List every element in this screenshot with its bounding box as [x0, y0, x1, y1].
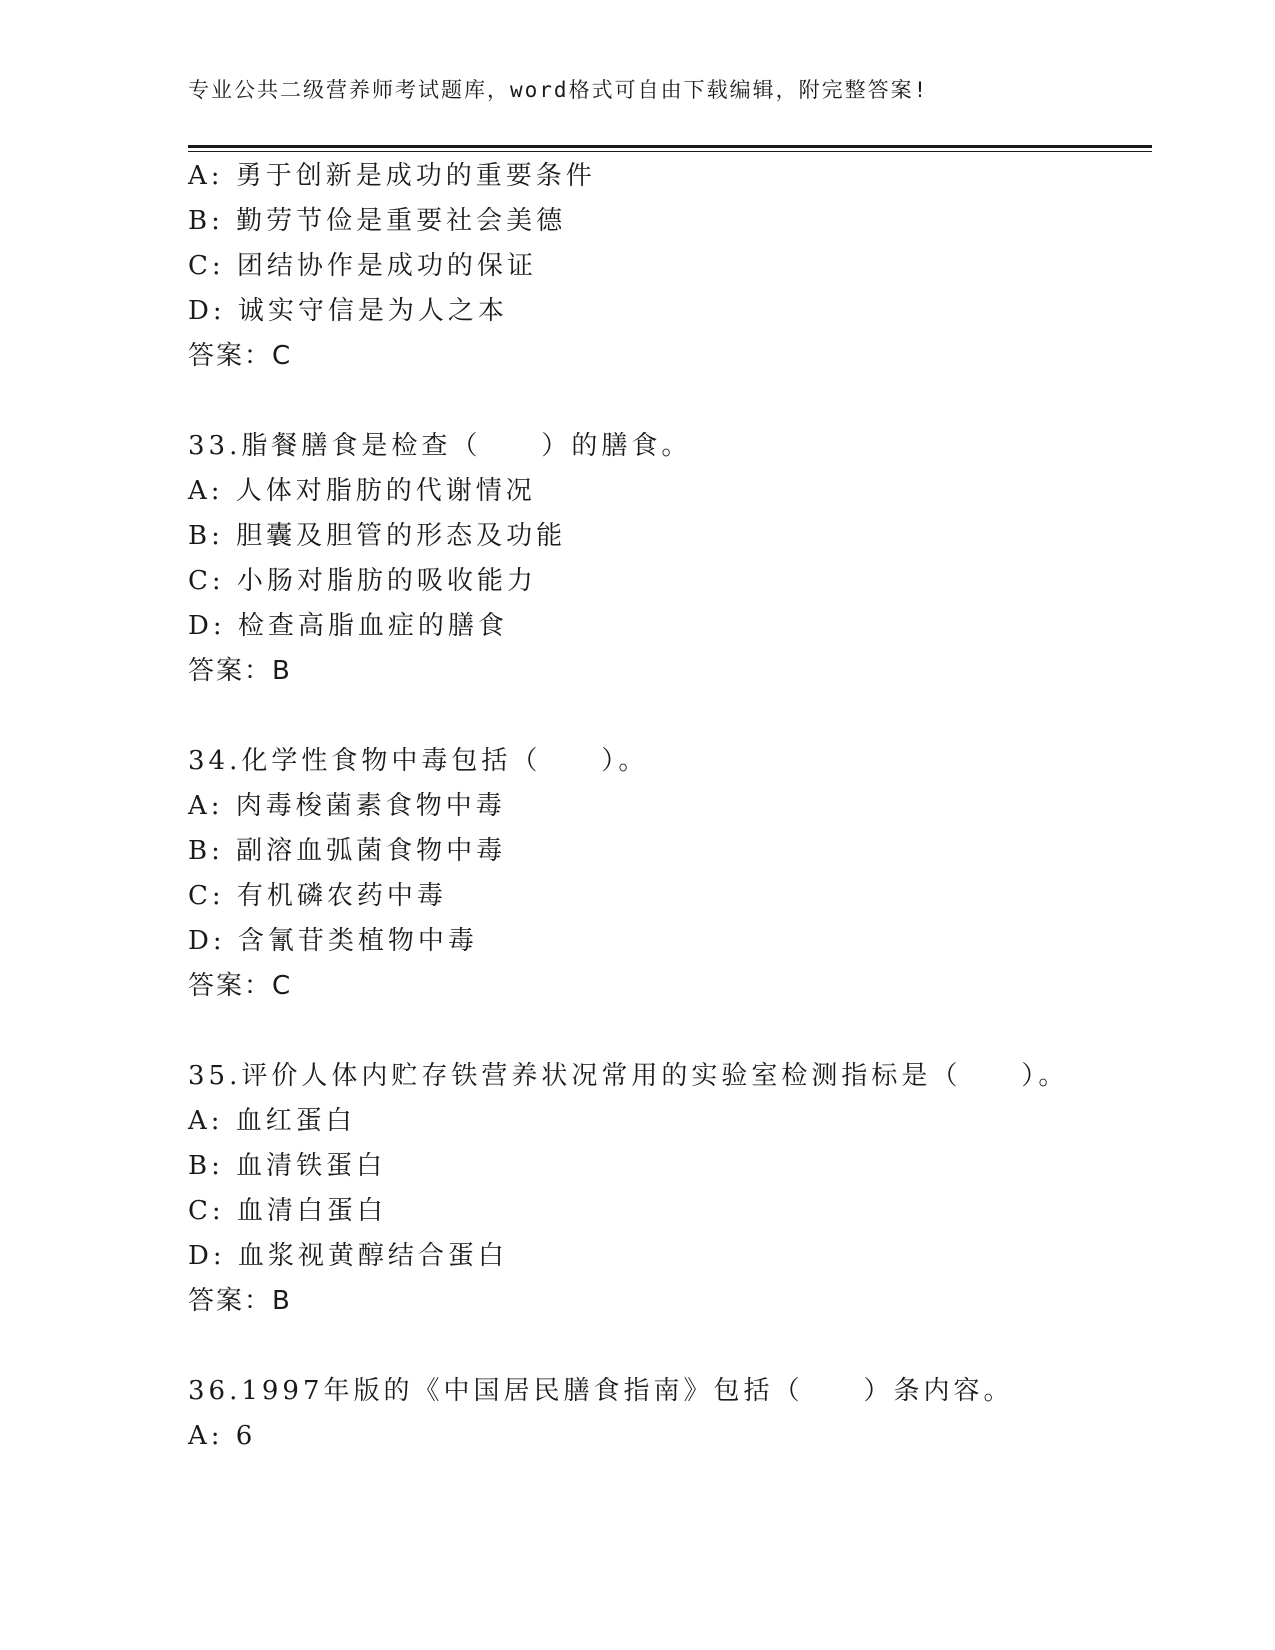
- option-a: A: 肉毒梭菌素食物中毒: [188, 791, 506, 821]
- option-c: C: 小肠对脂肪的吸收能力: [188, 566, 537, 596]
- option-b: B: 副溶血弧菌食物中毒: [188, 836, 507, 866]
- answer: 答案：B: [188, 656, 292, 686]
- option-d: D: 含氰苷类植物中毒: [188, 926, 478, 956]
- question-35: 35.评价人体内贮存铁营养状况常用的实验室检测指标是（ ）。: [188, 1061, 1069, 1091]
- answer: 答案：C: [188, 971, 293, 1001]
- option-d: D: 诚实守信是为人之本: [188, 296, 508, 326]
- option-d: D: 血浆视黄醇结合蛋白: [188, 1241, 508, 1271]
- question-33: 33.脂餐膳食是检查（ ）的膳食。: [188, 431, 692, 461]
- option-d: D: 检查高脂血症的膳食: [188, 611, 508, 641]
- option-b: B: 胆囊及胆管的形态及功能: [188, 521, 567, 551]
- answer: 答案：C: [188, 341, 293, 371]
- option-c: C: 血清白蛋白: [188, 1196, 387, 1226]
- header-divider-thin: [188, 151, 1152, 152]
- option-a: A: 6: [188, 1421, 257, 1451]
- option-b: B: 勤劳节俭是重要社会美德: [188, 206, 567, 236]
- option-a: A: 血红蛋白: [188, 1106, 356, 1136]
- option-b: B: 血清铁蛋白: [188, 1151, 387, 1181]
- option-c: C: 团结协作是成功的保证: [188, 251, 537, 281]
- question-34: 34.化学性食物中毒包括（ ）。: [188, 746, 649, 776]
- header-divider-thick: [188, 145, 1152, 148]
- option-c: C: 有机磷农药中毒: [188, 881, 447, 911]
- answer: 答案：B: [188, 1286, 292, 1316]
- page-header: 专业公共二级营养师考试题库，word格式可自由下载编辑，附完整答案!: [188, 78, 929, 102]
- option-a: A: 勇于创新是成功的重要条件: [188, 161, 596, 191]
- question-36: 36.1997年版的《中国居民膳食指南》包括（ ）条内容。: [188, 1376, 1014, 1406]
- option-a: A: 人体对脂肪的代谢情况: [188, 476, 536, 506]
